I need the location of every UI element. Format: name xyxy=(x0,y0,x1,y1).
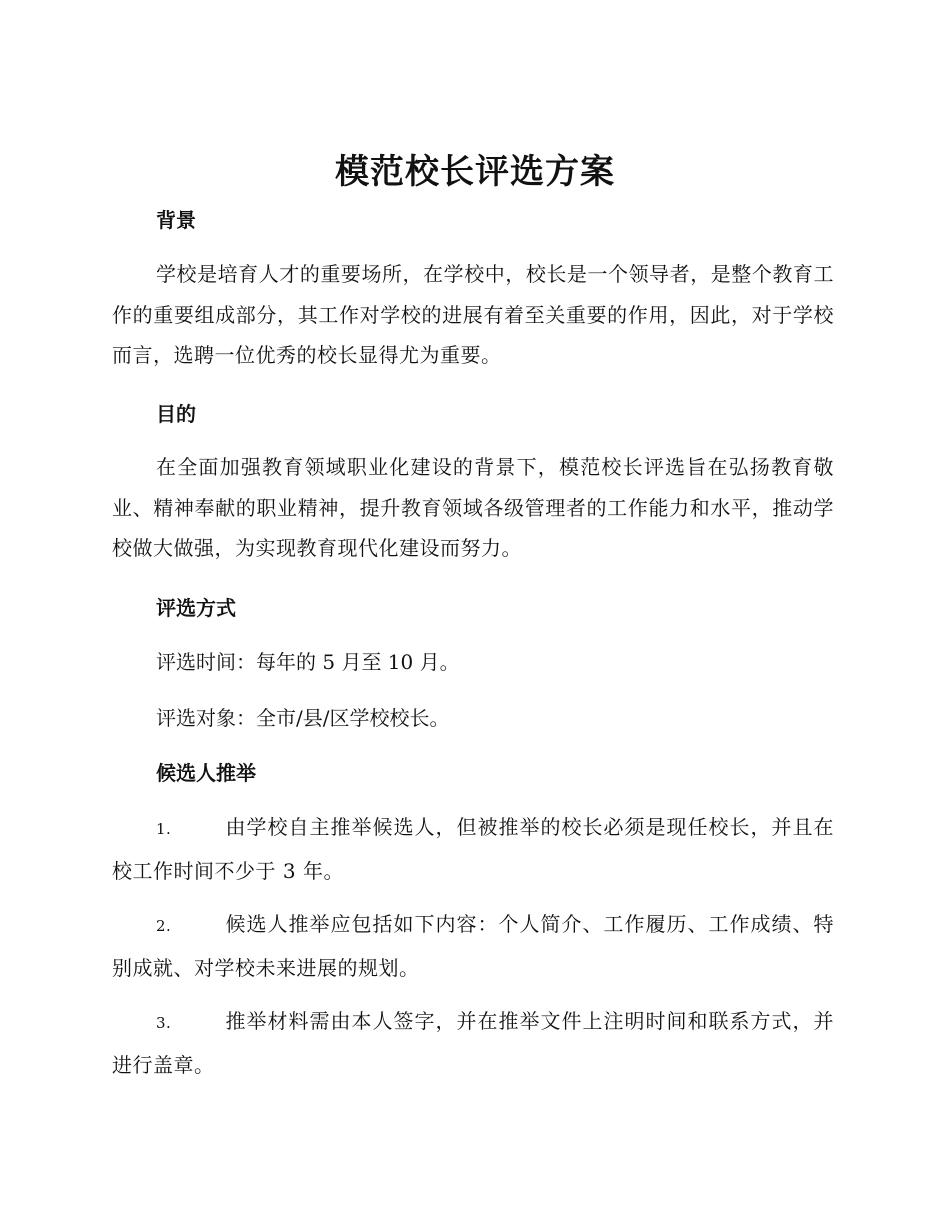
document-title: 模范校长评选方案 xyxy=(335,152,615,192)
heading-nomination: 候选人推举 xyxy=(156,761,256,785)
heading-purpose: 目的 xyxy=(156,402,196,426)
list-item-number: 1. xyxy=(156,820,172,838)
method-target: 评选对象：全市/县/区学校校长。 xyxy=(156,706,450,730)
list-item-text: 由学校自主推举候选人，但被推举的校长必须是现任校长，并且在校工作时间不少于 3 年。 xyxy=(112,815,834,883)
list-item xyxy=(112,903,834,989)
heading-method: 评选方式 xyxy=(156,596,236,620)
heading-background: 背景 xyxy=(156,208,196,232)
method-time: 评选时间：每年的 5 月至 10 月。 xyxy=(156,650,460,674)
list-item-number: 3. xyxy=(156,1014,172,1032)
list-item-text: 候选人推举应包括如下内容：个人简介、工作履历、工作成绩、特别成就、对学校未来进展的规划。 xyxy=(112,912,834,980)
paragraph-background: 学校是培育人才的重要场所，在学校中，校长是一个领导者，是整个教育工作的重要组成部分，其工作对学校的进展有着至关重要的作用，因此，对于学校而言，选聘一位优秀的校长显得尤为重要。 xyxy=(112,262,834,367)
paragraph-purpose: 在全面加强教育领域职业化建设的背景下，模范校长评选旨在弘扬教育敬业、精神奉献的职业精神，提升教育领域各级管理者的工作能力和水平，推动学校做大做强，为实现教育现代化建设而努力。 xyxy=(112,455,834,560)
list-item-number: 2. xyxy=(156,917,172,935)
list-item xyxy=(112,1000,834,1086)
list-item xyxy=(112,806,834,892)
list-item-text: 推举材料需由本人签字，并在推举文件上注明时间和联系方式，并进行盖章。 xyxy=(112,1009,834,1077)
